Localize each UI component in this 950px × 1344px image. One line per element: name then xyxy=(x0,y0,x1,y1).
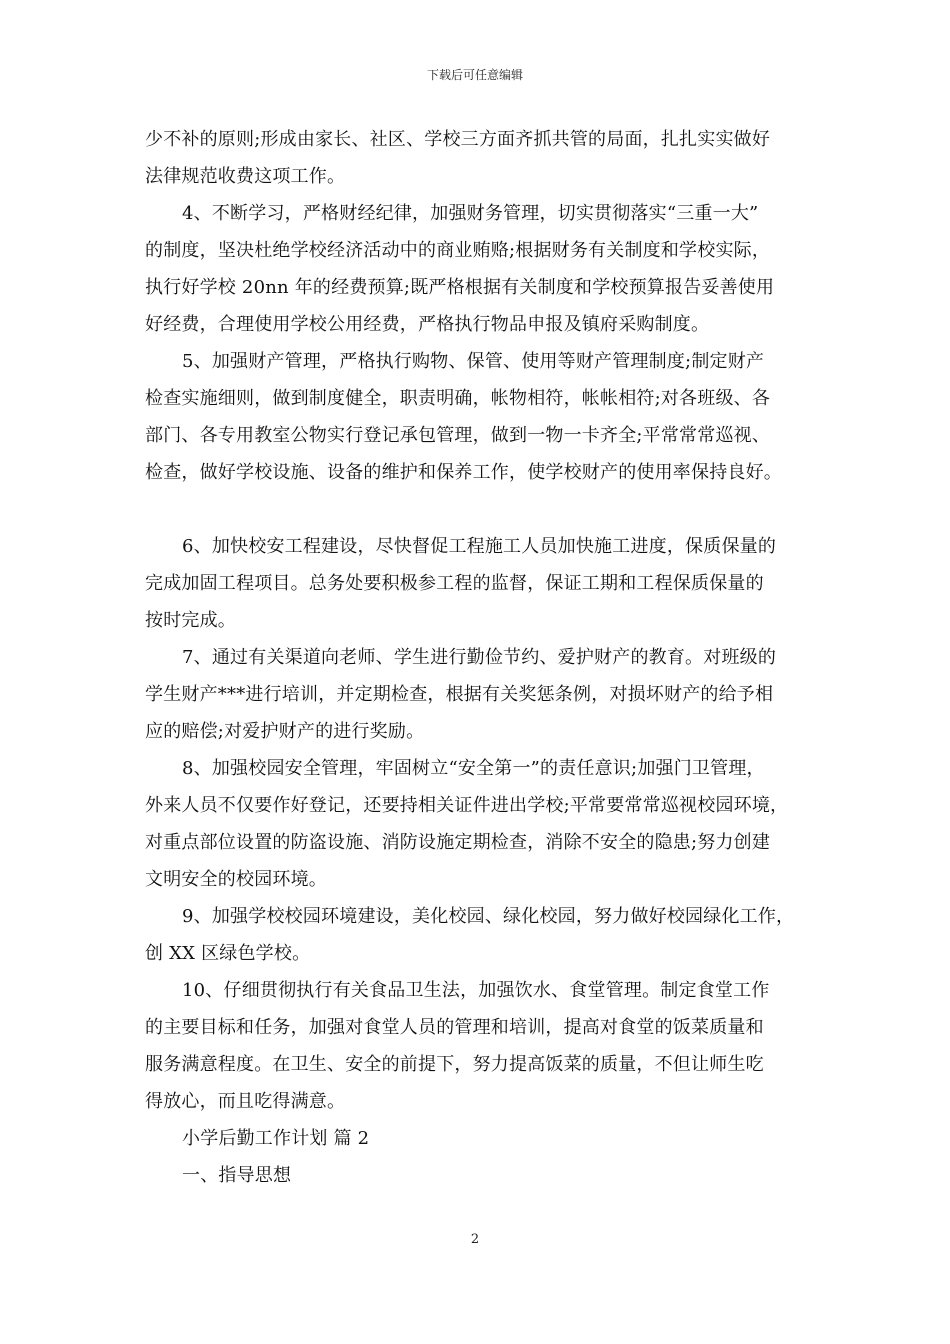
text-line: 文明安全的校园环境。 xyxy=(145,869,327,890)
text-line: 学生财产***进行培训，并定期检查，根据有关奖惩条例，对损坏财产的给予相 xyxy=(145,684,774,705)
text-line: 检查实施细则，做到制度健全，职责明确，帐物相符，帐帐相符;对各班级、各 xyxy=(145,388,771,409)
text-line: 创 XX 区绿色学校。 xyxy=(145,943,311,964)
text-line: 的主要目标和任务，加强对食堂人员的管理和培训，提高对食堂的饭菜质量和 xyxy=(145,1017,764,1038)
text-line: 外来人员不仅要作好登记，还要持相关证件进出学校;平常要常常巡视校园环境， xyxy=(145,795,789,816)
text-line: 4、不断学习，严格财经纪律，加强财务管理，切实贯彻落实“三重一大” xyxy=(182,203,759,224)
text-line: 一、指导思想 xyxy=(182,1165,292,1186)
text-line: 按时完成。 xyxy=(145,610,236,631)
document-body xyxy=(145,121,825,1194)
text-line: 部门、各专用教室公物实行登记承包管理，做到一物一卡齐全;平常常常巡视、 xyxy=(145,425,771,446)
text-line: 5、加强财产管理，严格执行购物、保管、使用等财产管理制度;制定财产 xyxy=(182,351,765,372)
text-line: 得放心，而且吃得满意。 xyxy=(145,1091,346,1112)
text-line: 10、仔细贯彻执行有关食品卫生法，加强饮水、食堂管理。制定食堂工作 xyxy=(182,980,770,1001)
page-header: 下载后可任意编辑 xyxy=(426,68,523,82)
text-line: 6、加快校安工程建设，尽快督促工程施工人员加快施工进度，保质保量的 xyxy=(182,536,777,557)
text-line: 9、加强学校校园环境建设，美化校园、绿化校园，努力做好校园绿化工作， xyxy=(182,906,795,927)
text-line: 7、通过有关渠道向老师、学生进行勤俭节约、爱护财产的教育。对班级的 xyxy=(182,647,777,668)
text-block-top xyxy=(145,121,825,491)
text-line: 服务满意程度。在卫生、安全的前提下，努力提高饭菜的质量，不但让师生吃 xyxy=(145,1054,764,1075)
text-line: 法律规范收费这项工作。 xyxy=(145,166,346,187)
text-line: 应的赔偿;对爱护财产的进行奖励。 xyxy=(145,721,425,742)
paragraph-gap xyxy=(145,491,825,528)
page-number: 2 xyxy=(470,1232,480,1247)
text-line: 好经费，合理使用学校公用经费，严格执行物品申报及镇府采购制度。 xyxy=(145,314,710,335)
text-line: 小学后勤工作计划 篇 2 xyxy=(182,1128,370,1149)
text-line: 完成加固工程项目。总务处要积极参工程的监督，保证工期和工程保质保量的 xyxy=(145,573,764,594)
text-line: 8、加强校园安全管理，牢固树立“安全第一”的责任意识;加强门卫管理， xyxy=(182,758,765,779)
text-line: 检查，做好学校设施、设备的维护和保养工作，使学校财产的使用率保持良好。 xyxy=(145,462,782,483)
text-line: 的制度，坚决杜绝学校经济活动中的商业贿赂;根据财务有关制度和学校实际， xyxy=(145,240,771,261)
text-block-bottom xyxy=(145,528,825,1194)
text-line: 执行好学校 20nn 年的经费预算;既严格根据有关制度和学校预算报告妥善使用 xyxy=(145,277,775,298)
text-line: 少不补的原则;形成由家长、社区、学校三方面齐抓共管的局面，扎扎实实做好 xyxy=(145,129,771,150)
text-line: 对重点部位设置的防盗设施、消防设施定期检查，消除不安全的隐患;努力创建 xyxy=(145,832,771,853)
